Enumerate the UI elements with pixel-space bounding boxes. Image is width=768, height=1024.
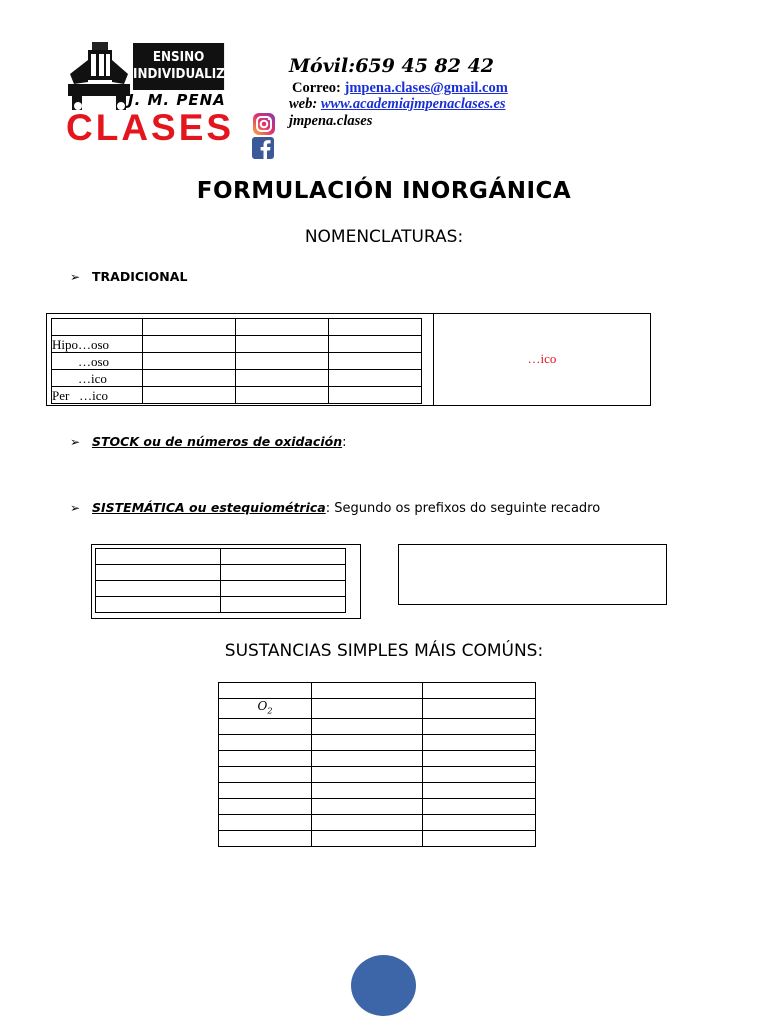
sistematica-rest: : Segundo os prefixos do seguinte recadro	[325, 501, 601, 516]
simples-title: SUSTANCIAS SIMPLES MÁIS COMÚNS:	[224, 641, 544, 661]
table-row	[52, 387, 422, 404]
tradicional-table	[51, 318, 422, 404]
table-cell: …oso	[52, 353, 143, 370]
logo-ensino-box	[133, 43, 255, 90]
teacher-figure-logo	[66, 40, 132, 112]
table-row	[96, 581, 346, 597]
prefix-table	[95, 548, 346, 613]
formula-base: O	[257, 699, 268, 713]
table-row	[219, 815, 536, 831]
table-row	[96, 549, 346, 565]
arrow-bullet-icon: ➢	[70, 435, 81, 449]
page-number-dot	[351, 955, 416, 1016]
instagram-icon[interactable]	[252, 112, 276, 136]
web-label: web:	[289, 96, 318, 112]
table-row	[219, 831, 536, 847]
table-row	[219, 699, 536, 719]
logo-name: J. M. PENA	[128, 91, 226, 109]
simples-table	[218, 682, 536, 847]
logo-line-ensino: ENSINO	[152, 50, 205, 65]
table-row	[219, 799, 536, 815]
table-row	[52, 319, 422, 336]
table-row	[52, 370, 422, 387]
table-row	[219, 751, 536, 767]
page-title: FORMULACIÓN INORGÁNICA	[196, 178, 572, 204]
table-row	[219, 719, 536, 735]
bullet-sistematica	[70, 499, 600, 517]
formula-subscript: 2	[267, 706, 273, 716]
social-handle: jmpena.clases	[289, 113, 373, 129]
email-link[interactable]: jmpena.clases@gmail.com	[344, 80, 508, 96]
sistematica-heading: SISTEMÁTICA ou estequiométrica	[92, 500, 326, 515]
tradicional-heading: TRADICIONAL	[92, 269, 188, 284]
arrow-bullet-icon: ➢	[70, 501, 81, 515]
table-row	[219, 783, 536, 799]
bullet-stock	[70, 433, 347, 451]
bullet-tradicional	[70, 268, 187, 286]
arrow-bullet-icon: ➢	[70, 270, 81, 284]
logo-line-individualizado: INDIVIDUALIZADO	[133, 67, 255, 82]
section-subtitle: NOMENCLATURAS:	[304, 227, 464, 247]
table-row	[219, 683, 536, 699]
web-line	[289, 96, 506, 113]
facebook-icon[interactable]	[252, 137, 274, 159]
table-cell: Hipo…oso	[52, 336, 143, 353]
table-cell: Per …ico	[52, 387, 143, 404]
stock-rest: :	[342, 435, 347, 450]
phone-number: Móvil:659 45 82 42	[289, 55, 495, 77]
table-row	[219, 735, 536, 751]
table-row	[96, 565, 346, 581]
email-line	[292, 80, 508, 97]
logo-brand: CLASES	[66, 107, 235, 148]
stock-heading: STOCK ou de números de oxidación	[92, 434, 343, 449]
formula-o2	[219, 699, 312, 719]
table-cell: …ico	[52, 370, 143, 387]
ico-note: …ico	[527, 351, 557, 366]
email-label: Correo:	[292, 80, 341, 96]
web-link[interactable]: www.academiajmpenaclases.es	[320, 96, 506, 112]
empty-box	[398, 544, 667, 605]
table-cell	[52, 319, 143, 336]
table-row	[96, 597, 346, 613]
table-row	[52, 353, 422, 370]
table-row	[52, 336, 422, 353]
table-row	[219, 767, 536, 783]
